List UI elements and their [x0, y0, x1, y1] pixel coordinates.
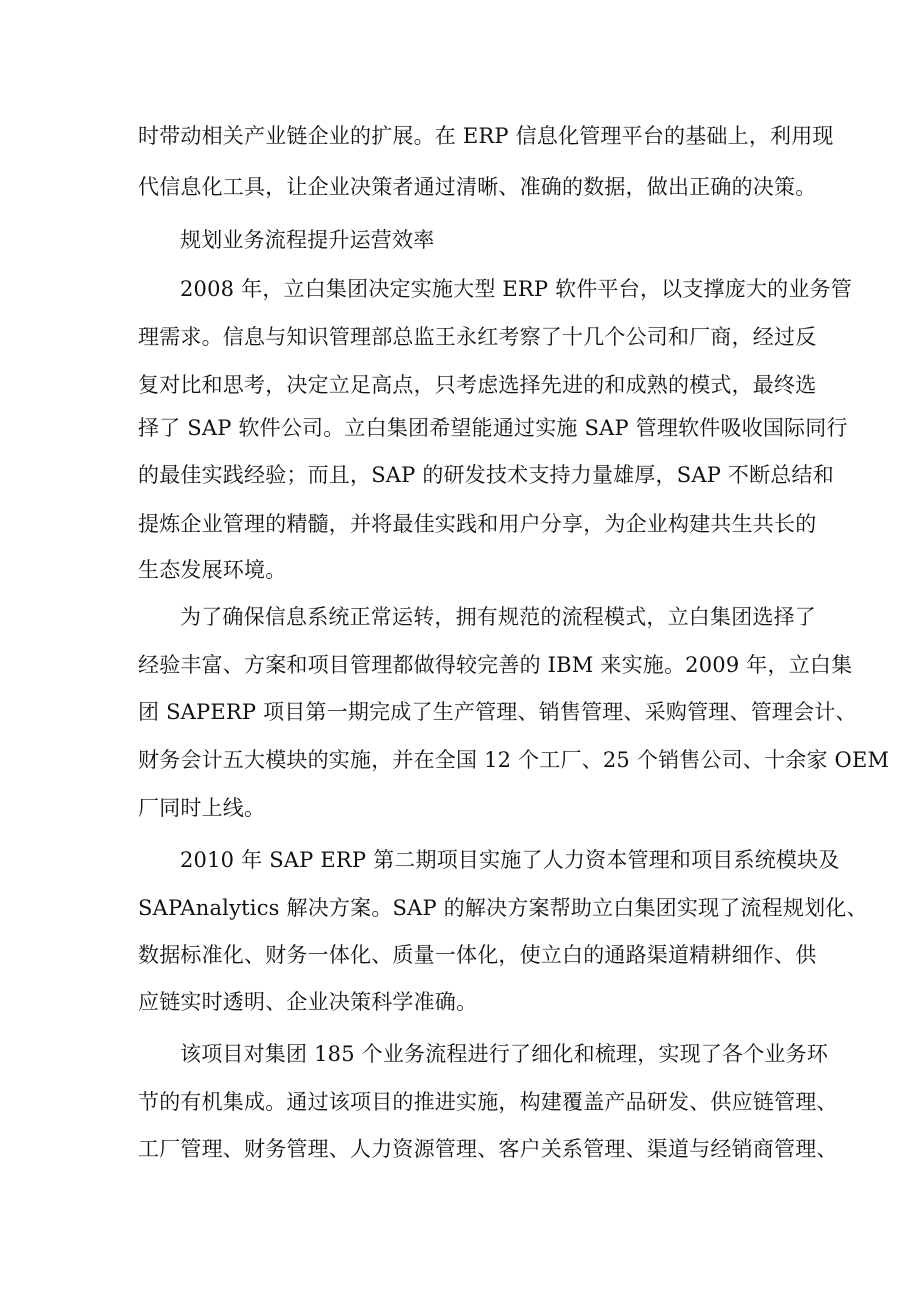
text-line: 提炼企业管理的精髓，并将最佳实践和用户分享，为企业构建共生共长的	[138, 512, 817, 536]
text-line: 该项目对集团 185 个业务流程进行了细化和梳理，实现了各个业务环	[180, 1042, 829, 1066]
text-line: 2010 年 SAP ERP 第二期项目实施了人力资本管理和项目系统模块及	[180, 848, 840, 872]
text-line: 理需求。信息与知识管理部总监王永红考察了十几个公司和厂商，经过反	[138, 325, 817, 349]
text-line: 经验丰富、方案和项目管理都做得较完善的 IBM 来实施。2009 年，立白集	[138, 653, 853, 677]
section-heading: 规划业务流程提升运营效率	[180, 228, 435, 252]
text-line: 应链实时透明、企业决策科学准确。	[138, 990, 478, 1014]
text-line: 为了确保信息系统正常运转，拥有规范的流程模式，立白集团选择了	[180, 605, 816, 629]
text-line: 工厂管理、财务管理、人力资源管理、客户关系管理、渠道与经销商管理、	[138, 1137, 838, 1161]
text-line: 生态发展环境。	[138, 558, 287, 582]
text-line: 复对比和思考，决定立足高点，只考虑选择先进的和成熟的模式，最终选	[138, 373, 817, 397]
text-line: 团 SAPERP 项目第一期完成了生产管理、销售管理、采购管理、管理会计、	[138, 700, 857, 724]
text-line: SAPAnalytics 解决方案。SAP 的解决方案帮助立白集团实现了流程规划化、	[138, 896, 868, 920]
text-line: 2008 年，立白集团决定实施大型 ERP 软件平台，以支撑庞大的业务管	[180, 277, 852, 301]
text-line: 代信息化工具，让企业决策者通过清晰、准确的数据，做出正确的决策。	[138, 175, 817, 199]
text-line: 择了 SAP 软件公司。立白集团希望能通过实施 SAP 管理软件吸收国际同行	[138, 416, 848, 440]
text-line: 财务会计五大模块的实施，并在全国 12 个工厂、25 个销售公司、十余家 OEM	[138, 748, 890, 772]
text-line: 节的有机集成。通过该项目的推进实施，构建覆盖产品研发、供应链管理、	[138, 1090, 838, 1114]
text-line: 的最佳实践经验；而且，SAP 的研发技术支持力量雄厚，SAP 不断总结和	[138, 463, 834, 487]
text-line: 厂同时上线。	[138, 796, 266, 820]
text-line: 数据标准化、财务一体化、质量一体化，使立白的通路渠道精耕细作、供	[138, 943, 817, 967]
text-line: 时带动相关产业链企业的扩展。在 ERP 信息化管理平台的基础上，利用现	[138, 124, 834, 148]
